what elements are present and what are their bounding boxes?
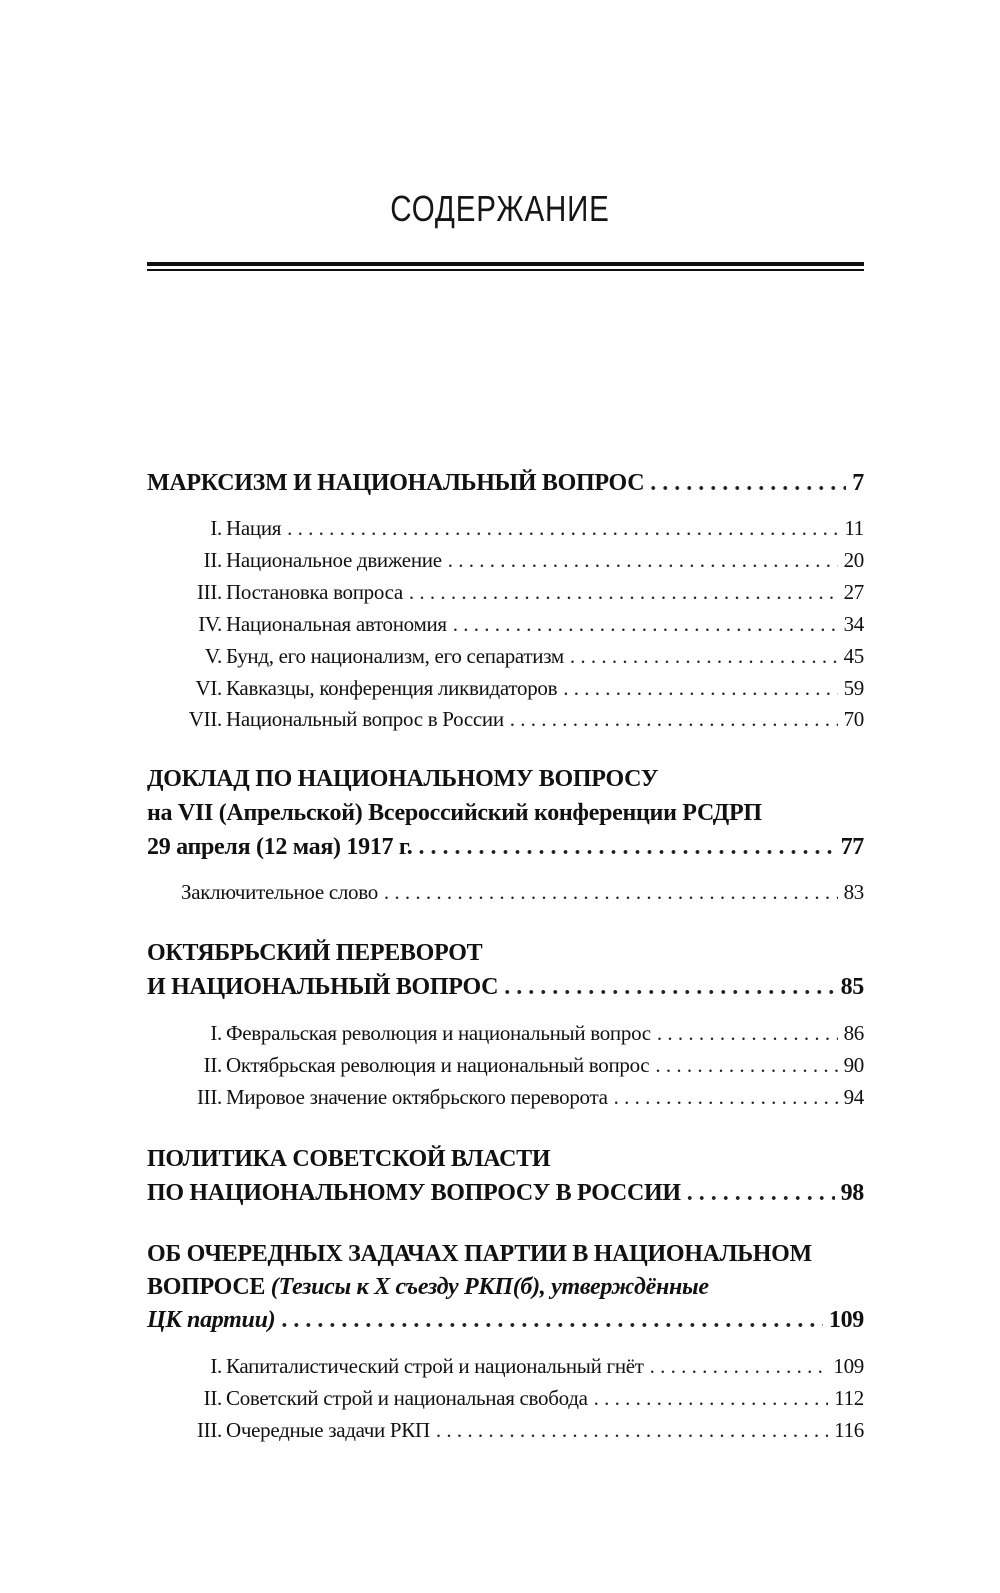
page-number: 112 <box>834 1386 864 1410</box>
leader-dots <box>453 612 838 637</box>
leader-dots <box>419 834 835 861</box>
page-number: 116 <box>834 1418 864 1442</box>
page-number: 77 <box>840 834 864 860</box>
leader-dots <box>614 1085 838 1110</box>
page-number: 86 <box>843 1021 864 1045</box>
title-rule-thick <box>147 262 864 266</box>
leader-dots <box>657 1021 838 1046</box>
toc-subentry[interactable]: V. Бунд, его национализм, его сепаратизм . . . 45 <box>147 644 864 669</box>
page-number: 109 <box>833 1354 864 1378</box>
toc-subentry[interactable]: III. Постановка вопроса . . . 27 <box>147 580 864 605</box>
toc-entry-report-line2[interactable]: на VII (Апрельской) Всероссийский конференции РСДРП <box>147 800 762 826</box>
toc-subentry[interactable]: I. Февральская революция и национальный вопрос . . . 86 <box>147 1021 864 1046</box>
toc-subentry[interactable]: II. Национальное движение . . . 20 <box>147 548 864 573</box>
page-number: 98 <box>840 1180 864 1206</box>
page-number: 70 <box>843 707 864 731</box>
page-number: 94 <box>843 1085 864 1109</box>
leader-dots <box>650 1354 828 1379</box>
toc-subentry[interactable]: Заключительное слово . . . 83 <box>147 880 864 905</box>
toc-entry-october-line2[interactable]: И НАЦИОНАЛЬНЫЙ ВОПРОС . . . 85 <box>147 974 864 1001</box>
toc-subentry[interactable]: III. Очередные задачи РКП . . . 116 <box>147 1418 864 1443</box>
page-title: СОДЕРЖАНИЕ <box>390 188 610 229</box>
page-number: 90 <box>843 1053 864 1077</box>
toc-subentry[interactable]: I. Нация . . . 11 <box>147 516 864 541</box>
toc-entry-october-heading[interactable]: ОКТЯБРЬСКИЙ ПЕРЕВОРОТ <box>147 940 483 966</box>
toc-subentry[interactable]: VI. Кавказцы, конференция ликвидаторов . . . 59 <box>147 676 864 701</box>
toc-entry-tasks-line3[interactable]: ЦК партии) . . . 109 <box>147 1307 864 1334</box>
leader-dots <box>650 470 846 497</box>
leader-dots <box>281 1307 823 1334</box>
leader-dots <box>570 644 838 669</box>
page-number: 59 <box>843 676 864 700</box>
toc-subentry[interactable]: II. Октябрьская революция и национальный вопрос . . . 90 <box>147 1053 864 1078</box>
leader-dots <box>436 1418 828 1443</box>
leader-dots <box>409 580 838 605</box>
page-number: 20 <box>843 548 864 572</box>
toc-entry-soviet-policy-line2[interactable]: ПО НАЦИОНАЛЬНОМУ ВОПРОСУ В РОССИИ . . . 98 <box>147 1180 864 1207</box>
leader-dots <box>563 676 837 701</box>
toc-subentry[interactable]: III. Мировое значение октябрьского переворота . . . 94 <box>147 1085 864 1110</box>
leader-dots <box>448 548 838 573</box>
leader-dots <box>384 880 838 905</box>
leader-dots <box>687 1180 835 1207</box>
italic-subtitle: (Тезисы к X съезду РКП(б), утверждённые <box>270 1274 709 1300</box>
toc-entry-marxism[interactable]: МАРКСИЗМ И НАЦИОНАЛЬНЫЙ ВОПРОС . . . 7 <box>147 470 864 497</box>
leader-dots <box>504 974 834 1001</box>
title-rule-thin <box>147 269 864 271</box>
leader-dots <box>510 707 838 732</box>
toc-subentry[interactable]: II. Советский строй и национальная свобода . . . 112 <box>147 1386 864 1411</box>
page-number: 11 <box>844 516 864 540</box>
toc-entry-report-line3[interactable]: 29 апреля (12 мая) 1917 г. . . . 77 <box>147 834 864 861</box>
toc-entry-tasks-line2[interactable]: ВОПРОСЕ (Тезисы к X съезду РКП(б), утверждённые <box>147 1274 709 1300</box>
toc-subentry[interactable]: I. Капиталистический строй и национальный гнёт . . . 109 <box>147 1354 864 1379</box>
leader-dots <box>287 516 838 541</box>
leader-dots <box>655 1053 837 1078</box>
page-number: 45 <box>843 644 864 668</box>
page-number: 85 <box>840 974 864 1000</box>
page-number: 34 <box>843 612 864 636</box>
page-number: 27 <box>843 580 864 604</box>
toc-subentry[interactable]: IV. Национальная автономия . . . 34 <box>147 612 864 637</box>
toc-subentry[interactable]: VII. Национальный вопрос в России . . . 70 <box>147 707 864 732</box>
page-number: 83 <box>843 880 864 904</box>
page-number: 7 <box>852 470 864 496</box>
page-number: 109 <box>828 1307 864 1333</box>
leader-dots <box>594 1386 829 1411</box>
toc-entry-soviet-policy-heading[interactable]: ПОЛИТИКА СОВЕТСКОЙ ВЛАСТИ <box>147 1146 551 1172</box>
toc-entry-tasks-heading[interactable]: ОБ ОЧЕРЕДНЫХ ЗАДАЧАХ ПАРТИИ В НАЦИОНАЛЬНОМ <box>147 1241 812 1267</box>
toc-entry-report-heading[interactable]: ДОКЛАД ПО НАЦИОНАЛЬНОМУ ВОПРОСУ <box>147 766 659 792</box>
